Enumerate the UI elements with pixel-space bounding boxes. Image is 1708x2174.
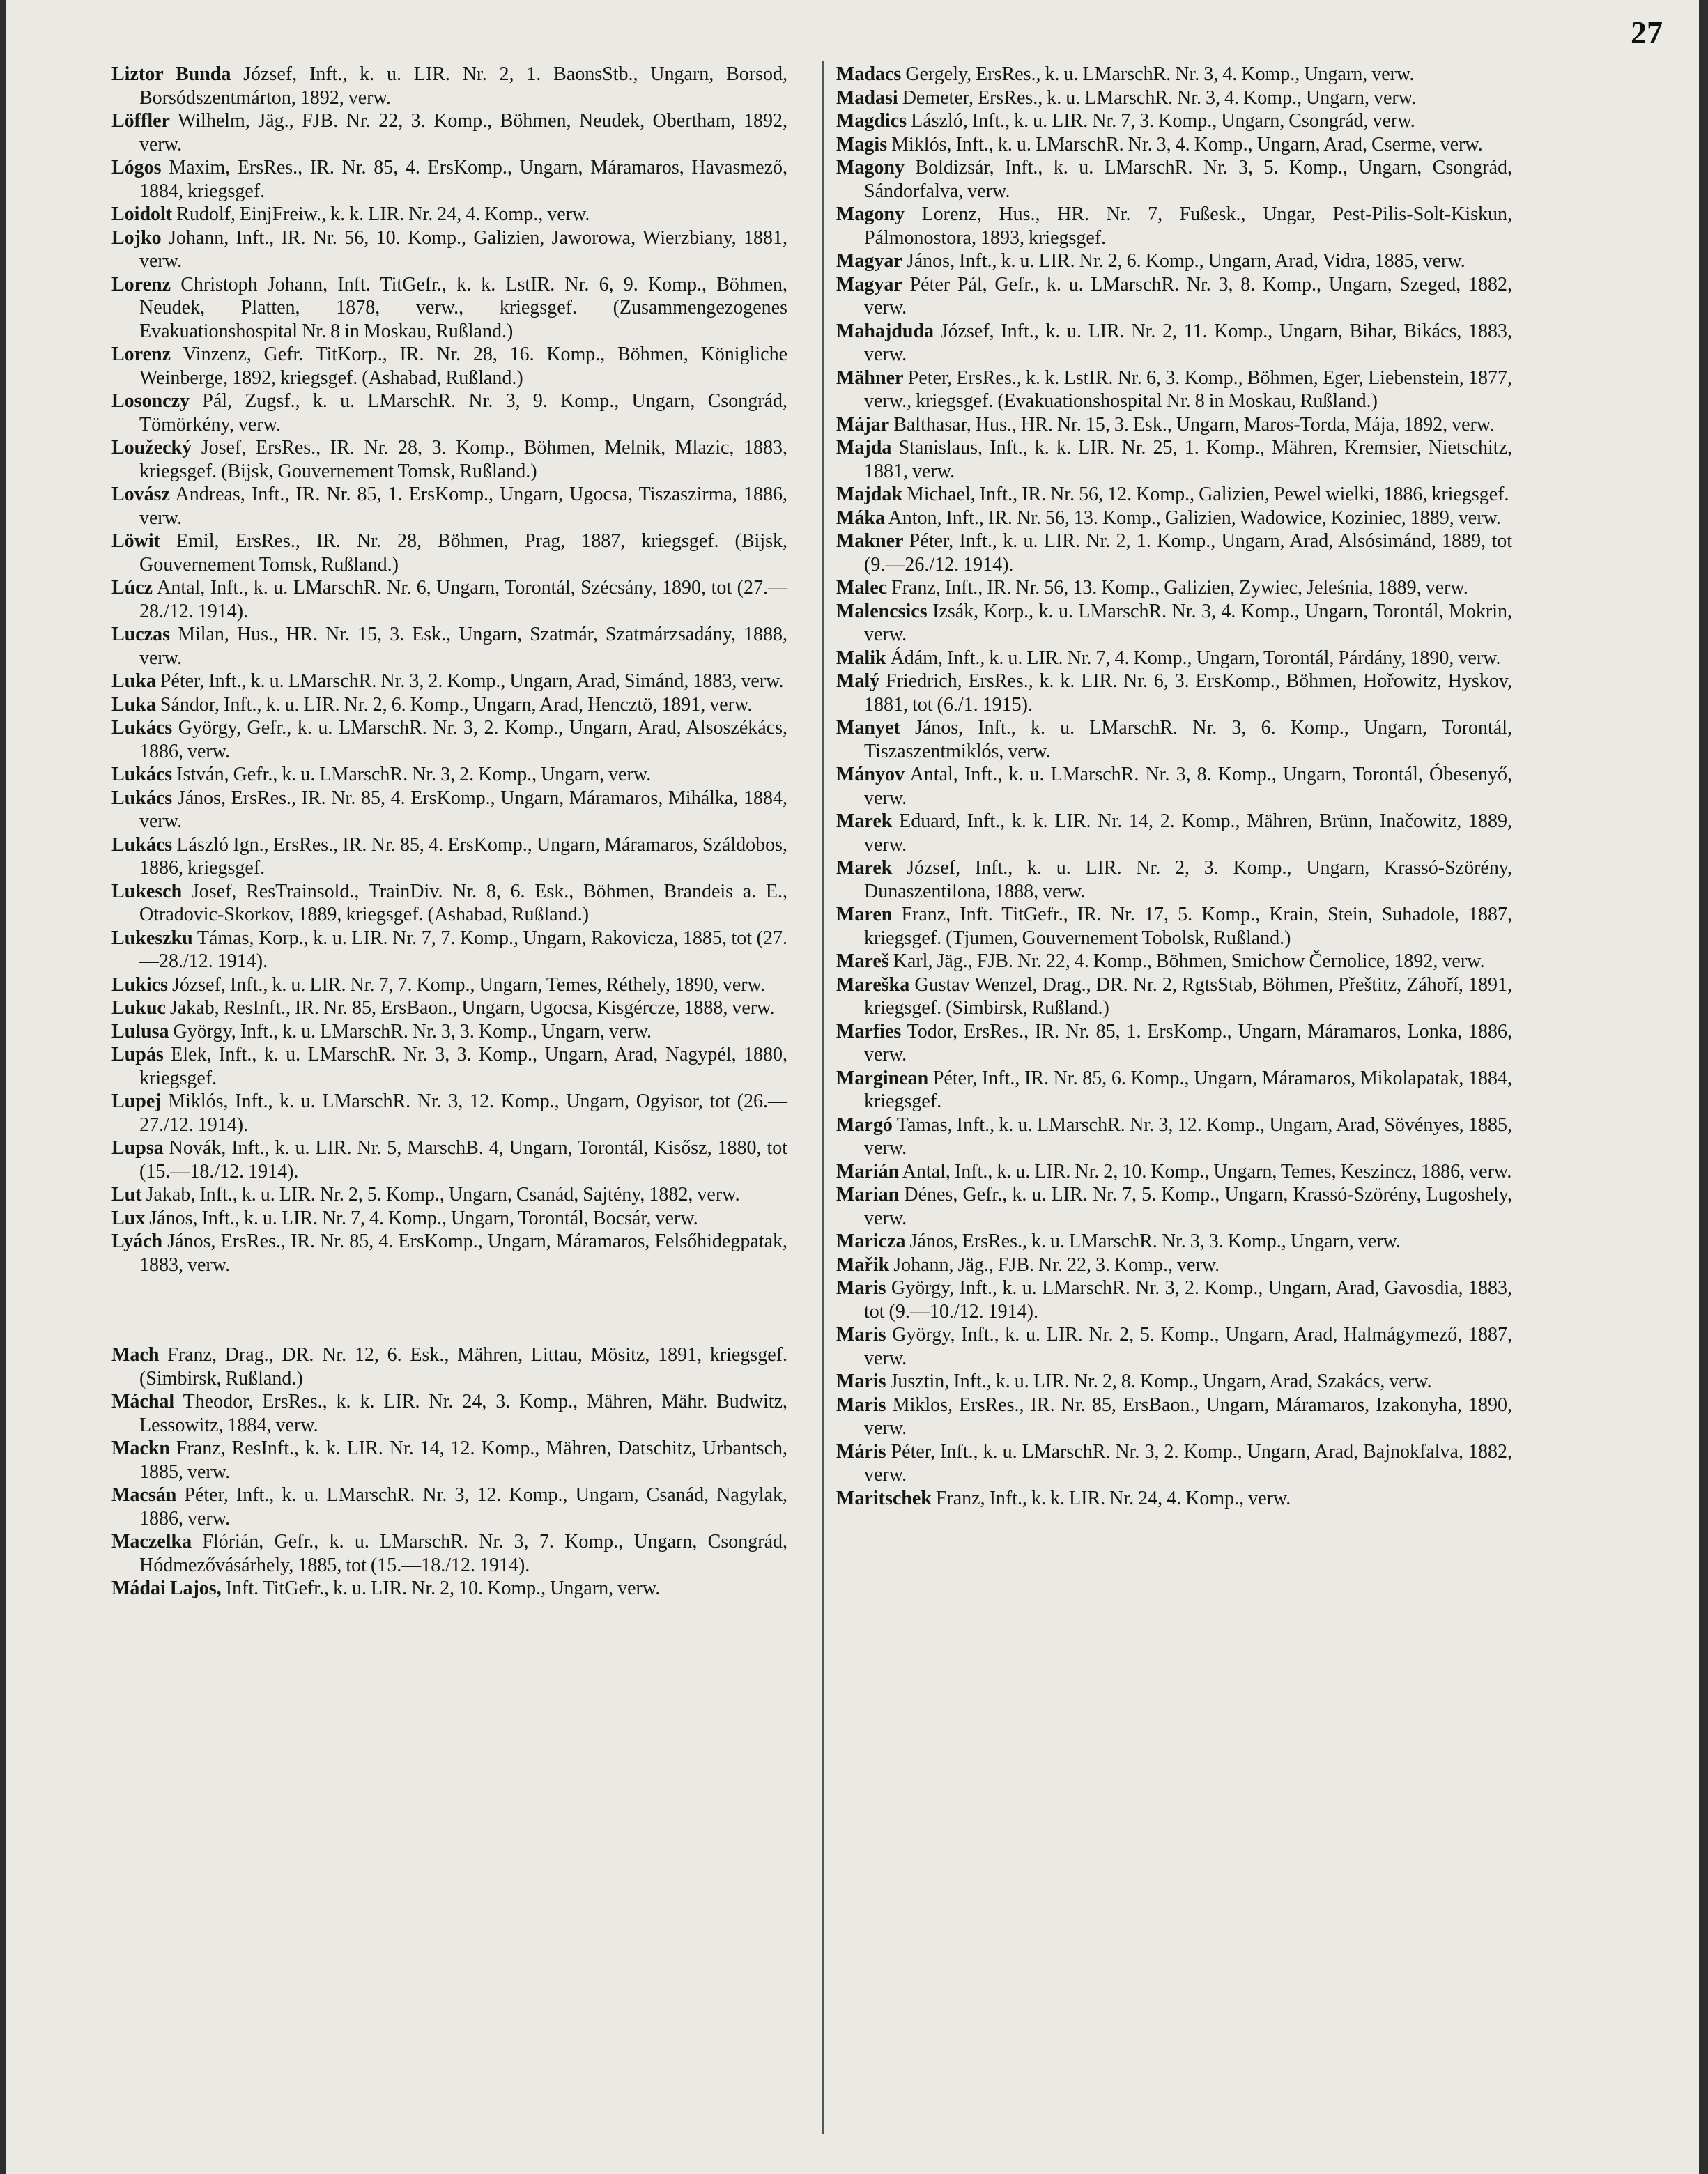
entry-details: Michael, Inft., IR. Nr. 56, 12. Komp., Galizien, Pewel wielki, 1886, kriegsgef. <box>906 484 1509 505</box>
entry-details: László, Inft., k. u. LIR. Nr. 7, 3. Komp., Ungarn, Csongrád, verw. <box>911 110 1415 132</box>
entry-details: Péter, Inft., k. u. LIR. Nr. 2, 1. Komp., Ungarn, Arad, Alsósimánd, 1889, tot (9.—26./12. 1914). <box>864 530 1513 576</box>
entry-surname: Mareš <box>836 950 889 972</box>
entry-details: Boldizsár, Inft., k. u. LMarschR. Nr. 3, 5. Komp., Ungarn, Csongrád, Sándorfalva, verw. <box>864 157 1513 202</box>
list-item <box>111 1483 787 1530</box>
list-item <box>836 1183 1512 1230</box>
entry-details: Péter, Inft., k. u. LMarschR. Nr. 3, 12. Komp., Ungarn, Csanád, Nagylak, 1886, verw. <box>139 1484 787 1529</box>
entry-details: Péter, Inft., k. u. LMarschR. Nr. 3, 2. Komp., Ungarn, Arad, Bajnokfalva, 1882, verw. <box>864 1440 1513 1486</box>
entry-surname: Marginean <box>836 1067 929 1089</box>
entry-details: Stanislaus, Inft., k. k. LIR. Nr. 25, 1. Komp., Mähren, Kremsier, Nietschitz, 1881, verw. <box>864 437 1513 482</box>
entry-surname: Lux <box>111 1207 146 1229</box>
list-item <box>836 320 1512 367</box>
list-item <box>111 1577 787 1601</box>
list-item <box>111 483 787 530</box>
entry-details: Josef, ResTrainsold., TrainDiv. Nr. 8, 6. Esk., Böhmen, Brandeis a. E., Otradovic-Skorkov, 1889, kriegsgef. (Ashabad, Rußland.) <box>139 880 787 925</box>
entry-details: Jakab, Inft., k. u. LIR. Nr. 2, 5. Komp., Ungarn, Csanád, Sajtény, 1882, verw. <box>146 1184 740 1205</box>
list-item <box>836 133 1512 157</box>
list-item <box>836 576 1512 600</box>
entry-details: Franz, Drag., DR. Nr. 12, 6. Esk., Mähren, Littau, Mösitz, 1891, kriegsgef. (Simbirsk, Rußland.) <box>139 1344 788 1389</box>
list-item <box>111 576 787 623</box>
entry-details: Andreas, Inft., IR. Nr. 85, 1. ErsKomp., Ungarn, Ugocsa, Tiszaszirma, 1886, verw. <box>139 484 787 529</box>
list-item <box>836 1067 1512 1113</box>
entry-surname: Máris <box>836 1440 886 1463</box>
list-item <box>111 1230 787 1277</box>
entry-surname: Manyet <box>836 717 900 739</box>
entry-surname: Magony <box>836 203 905 225</box>
entry-surname: Lukács <box>111 764 173 785</box>
entry-surname: Marian <box>836 1184 900 1205</box>
entry-surname: Maczelka <box>111 1531 192 1552</box>
list-item <box>836 1277 1512 1323</box>
entry-surname: Madasi <box>836 86 898 109</box>
list-item <box>836 716 1512 763</box>
entry-surname: Maris <box>836 1277 886 1299</box>
list-item <box>836 1160 1512 1184</box>
list-item <box>111 530 787 576</box>
entry-details: Josef, ErsRes., IR. Nr. 28, 3. Komp., Böhmen, Melnik, Mlazic, 1883, kriegsgef. (Bijsk, Gouvernement Tomsk, Rußland.) <box>139 437 787 482</box>
entry-details: Karl, Jäg., FJB. Nr. 22, 4. Komp., Böhmen, Smichow Černolice, 1892, verw. <box>893 950 1485 972</box>
entry-details: Elek, Inft., k. u. LMarschR. Nr. 3, 3. Komp., Ungarn, Arad, Nagypél, 1880, kriegsgef. <box>139 1044 788 1089</box>
list-item <box>836 483 1512 507</box>
list-item <box>836 1487 1512 1511</box>
entry-surname: Lorenz <box>111 344 171 365</box>
entry-surname: Mařik <box>836 1254 890 1276</box>
list-item <box>836 1440 1512 1487</box>
list-item <box>836 203 1512 249</box>
entry-surname: Marek <box>836 857 893 879</box>
entry-details: Gustav Wenzel, Drag., DR. Nr. 2, RgtsStab, Böhmen, Přeštitz, Záhoří, 1891, kriegsgef. (Simbirsk, Rußland.) <box>864 973 1512 1019</box>
entry-surname: Loidolt <box>111 203 173 225</box>
entry-surname: Máka <box>836 507 885 529</box>
entry-surname: Loužecký <box>111 437 192 458</box>
list-item <box>836 856 1512 903</box>
entry-surname: Malencsics <box>836 600 928 622</box>
list-item <box>111 833 787 880</box>
entry-surname: Lukuc <box>111 997 166 1019</box>
entry-surname: Mádai Lajos, <box>111 1578 222 1599</box>
list-item <box>836 436 1512 483</box>
list-item <box>111 273 787 344</box>
entry-details: József, Inft., k. u. LIR. Nr. 2, 1. BaonsStb., Ungarn, Borsod, Borsódszentmárton, 1892, verw. <box>139 63 787 109</box>
column-divider <box>822 61 824 2134</box>
list-item <box>836 1020 1512 1067</box>
right-column <box>836 63 1512 1510</box>
entry-details: Franz, Inft., k. k. LIR. Nr. 24, 4. Komp., verw. <box>935 1487 1291 1509</box>
list-item <box>836 600 1512 647</box>
list-item <box>111 880 787 927</box>
entry-details: Theodor, ErsRes., k. k. LIR. Nr. 24, 3. Komp., Mähren, Mähr. Budwitz, Lessowitz, 1884, verw. <box>139 1391 787 1436</box>
entry-surname: Lyách <box>111 1231 163 1252</box>
entry-details: Maxim, ErsRes., IR. Nr. 85, 4. ErsKomp., Ungarn, Máramaros, Havasmező, 1884, kriegsgef. <box>139 157 787 202</box>
list-item <box>836 1370 1512 1394</box>
entry-details: János, ErsRes., k. u. LMarschR. Nr. 3, 3. Komp., Ungarn, verw. <box>909 1231 1401 1252</box>
list-item <box>111 343 787 390</box>
list-item <box>111 1437 787 1483</box>
left-column <box>111 63 787 1601</box>
entry-surname: Lulusa <box>111 1020 169 1042</box>
list-item <box>111 1343 787 1390</box>
list-item <box>111 1090 787 1136</box>
entry-surname: Lorenz <box>111 273 171 295</box>
entry-details: Johann, Jäg., FJB. Nr. 22, 3. Komp., verw. <box>893 1254 1220 1276</box>
entry-surname: Malý <box>836 670 880 692</box>
entry-details: Eduard, Inft., k. k. LIR. Nr. 14, 2. Komp., Mähren, Brünn, Inačowitz, 1889, verw. <box>864 810 1513 856</box>
left-entries-m <box>111 1343 787 1601</box>
entry-details: Inft. TitGefr., k. u. LIR. Nr. 2, 10. Komp., Ungarn, verw. <box>225 1578 661 1599</box>
entry-details: Péter, Inft., k. u. LMarschR. Nr. 3, 2. Komp., Ungarn, Arad, Simánd, 1883, verw. <box>160 670 784 692</box>
entry-details: György, Inft., k. u. LIR. Nr. 2, 5. Komp., Ungarn, Arad, Halmágymező, 1887, verw. <box>864 1324 1513 1369</box>
entry-surname: Mackn <box>111 1437 170 1459</box>
list-item <box>111 996 787 1020</box>
list-item <box>836 1323 1512 1370</box>
list-item <box>836 156 1512 203</box>
entry-surname: Mányov <box>836 764 905 785</box>
entry-details: Friedrich, ErsRes., k. k. LIR. Nr. 6, 3. ErsKomp., Böhmen, Hořowitz, Hyskov, 1881, tot (6./1. 1915). <box>864 670 1513 716</box>
list-item <box>836 903 1512 950</box>
entry-details: Johann, Inft., IR. Nr. 56, 10. Komp., Galizien, Jaworowa, Wierzbiany, 1881, verw. <box>139 226 788 272</box>
list-item <box>111 63 787 109</box>
entry-surname: Májar <box>836 413 890 435</box>
entry-details: Miklos, ErsRes., IR. Nr. 85, ErsBaon., Ungarn, Máramaros, Izakonyha, 1890, verw. <box>864 1394 1513 1439</box>
list-item <box>111 1183 787 1207</box>
entry-surname: Máchal <box>111 1391 175 1412</box>
entry-surname: Lupás <box>111 1044 164 1065</box>
section-gap <box>111 1277 787 1343</box>
entry-surname: Majda <box>836 437 892 458</box>
list-item <box>836 950 1512 973</box>
entry-details: Demeter, ErsRes., k. u. LMarschR. Nr. 3, 4. Komp., Ungarn, verw. <box>902 86 1417 109</box>
entry-surname: Lukeszku <box>111 927 193 949</box>
entry-surname: Lukács <box>111 717 173 739</box>
entry-surname: Luka <box>111 693 156 716</box>
entry-details: Todor, ErsRes., IR. Nr. 85, 1. ErsKomp., Ungarn, Máramaros, Lonka, 1886, verw. <box>864 1020 1513 1065</box>
entry-details: Miklós, Inft., k. u. LMarschR. Nr. 3, 4. Komp., Ungarn, Arad, Cserme, verw. <box>891 133 1483 155</box>
entry-details: György, Inft., k. u. LMarschR. Nr. 3, 3. Komp., Ungarn, verw. <box>173 1020 652 1042</box>
entry-surname: Magdics <box>836 110 907 132</box>
entry-details: Novák, Inft., k. u. LIR. Nr. 5, MarschB. 4, Ungarn, Torontál, Kisősz, 1880, tot (15.—18./12. 1914). <box>139 1137 787 1182</box>
entry-details: Miklós, Inft., k. u. LMarschR. Nr. 3, 12. Komp., Ungarn, Ogyisor, tot (26.—27./12. 1914). <box>139 1090 787 1136</box>
list-item <box>111 973 787 997</box>
entry-surname: Mahajduda <box>836 320 934 342</box>
list-item <box>836 63 1512 86</box>
entry-details: Támas, Korp., k. u. LIR. Nr. 7, 7. Komp., Ungarn, Rakovicza, 1885, tot (27.—28./12. 1914). <box>139 927 787 972</box>
list-item <box>111 763 787 787</box>
entry-surname: Lúcz <box>111 577 153 599</box>
entry-details: Lorenz, Hus., HR. Nr. 7, Fußesk., Ungar, Pest-Pilis-Solt-Kiskun, Pálmonostora, 1893, kriegsgef. <box>864 203 1512 249</box>
entry-details: Peter, ErsRes., k. k. LstIR. Nr. 6, 3. Komp., Böhmen, Eger, Liebenstein, 1877, verw., kriegsgef. (Evakuationshospital Nr. 8 in Moskau, Rußland.) <box>864 367 1512 412</box>
entry-surname: Luczas <box>111 624 170 645</box>
list-item <box>836 367 1512 413</box>
entry-surname: Maris <box>836 1394 886 1416</box>
entry-details: Emil, ErsRes., IR. Nr. 28, Böhmen, Prag, 1887, kriegsgef. (Bijsk, Gouvernement Tomsk, Rußland.) <box>139 530 788 576</box>
entry-surname: Lukics <box>111 973 168 996</box>
list-item <box>836 1254 1512 1277</box>
entry-surname: Makner <box>836 530 904 552</box>
entry-surname: Mach <box>111 1344 160 1366</box>
entry-details: Gergely, ErsRes., k. u. LMarschR. Nr. 3, 4. Komp., Ungarn, verw. <box>905 63 1415 85</box>
entry-details: László Ign., ErsRes., IR. Nr. 85, 4. ErsKomp., Ungarn, Máramaros, Száldobos, 1886, kriegsgef. <box>139 833 788 879</box>
entry-details: Vinzenz, Gefr. TitKorp., IR. Nr. 28, 16. Komp., Böhmen, Königliche Weinberge, 1892, kriegsgef. (Ashabad, Rußland.) <box>139 344 788 389</box>
entry-surname: Macsán <box>111 1484 177 1506</box>
entry-surname: Maris <box>836 1324 886 1346</box>
list-item <box>836 413 1512 437</box>
entry-details: Anton, Inft., IR. Nr. 56, 13. Komp., Galizien, Wadowice, Koziniec, 1889, verw. <box>888 507 1501 529</box>
entry-surname: Margó <box>836 1113 893 1136</box>
entry-details: Péter, Inft., IR. Nr. 85, 6. Komp., Ungarn, Máramaros, Mikolapatak, 1884, kriegsgef. <box>864 1067 1512 1112</box>
document-page <box>6 0 1699 2174</box>
entry-details: György, Gefr., k. u. LMarschR. Nr. 3, 2. Komp., Ungarn, Arad, Alsoszékács, 1886, verw. <box>139 717 788 762</box>
entry-surname: Marián <box>836 1160 900 1182</box>
entry-surname: Losonczy <box>111 390 190 412</box>
entry-details: Ádám, Inft., k. u. LIR. Nr. 7, 4. Komp., Ungarn, Torontál, Párdány, 1890, verw. <box>890 647 1501 669</box>
entry-surname: Mareška <box>836 973 910 996</box>
entry-details: Franz, ResInft., k. k. LIR. Nr. 14, 12. Komp., Mähren, Datschitz, Urbantsch, 1885, verw. <box>139 1437 787 1483</box>
entry-details: Milan, Hus., HR. Nr. 15, 3. Esk., Ungarn, Szatmár, Szatmárzsadány, 1888, verw. <box>139 624 788 669</box>
entry-surname: Lógos <box>111 157 162 178</box>
entry-details: Wilhelm, Jäg., FJB. Nr. 22, 3. Komp., Böhmen, Neudek, Obertham, 1892, verw. <box>139 110 787 155</box>
entry-surname: Maritschek <box>836 1487 932 1509</box>
entry-details: József, Inft., k. u. LIR. Nr. 2, 3. Komp., Ungarn, Krassó-Szörény, Dunaszentilona, 1888, verw. <box>864 857 1513 902</box>
entry-surname: Majdak <box>836 484 902 505</box>
entry-details: János, ErsRes., IR. Nr. 85, 4. ErsKomp., Ungarn, Máramaros, Mihálka, 1884, verw. <box>139 787 788 832</box>
entry-surname: Mähner <box>836 367 904 389</box>
entry-details: Franz, Inft., IR. Nr. 56, 13. Komp., Galizien, Zywiec, Jeleśnia, 1889, verw. <box>891 577 1468 599</box>
list-item <box>111 436 787 483</box>
list-item <box>111 693 787 717</box>
list-item <box>836 670 1512 716</box>
entry-surname: Löwit <box>111 530 160 552</box>
right-entries <box>836 63 1512 1510</box>
entry-details: Antal, Inft., k. u. LMarschR. Nr. 3, 8. Komp., Ungarn, Torontál, Óbesenyő, verw. <box>864 764 1512 809</box>
entry-details: Sándor, Inft., k. u. LIR. Nr. 2, 6. Komp., Ungarn, Arad, Hencztö, 1891, verw. <box>160 693 753 716</box>
entry-details: István, Gefr., k. u. LMarschR. Nr. 3, 2. Komp., Ungarn, verw. <box>176 764 652 785</box>
list-item <box>836 109 1512 133</box>
left-entries-l <box>111 63 787 1277</box>
list-item <box>836 249 1512 273</box>
entry-details: József, Inft., k. u. LIR. Nr. 7, 7. Komp., Ungarn, Temes, Réthely, 1890, verw. <box>171 973 766 996</box>
list-item <box>111 716 787 763</box>
entry-surname: Lukesch <box>111 880 183 902</box>
entry-surname: Lukács <box>111 787 173 809</box>
entry-details: Izsák, Korp., k. u. LMarschR. Nr. 3, 4. Komp., Ungarn, Torontál, Mokrin, verw. <box>864 600 1512 645</box>
entry-surname: Lut <box>111 1184 142 1205</box>
list-item <box>111 1043 787 1090</box>
list-item <box>111 109 787 156</box>
entry-surname: Magony <box>836 157 905 178</box>
list-item <box>836 1113 1512 1160</box>
entry-details: Tamas, Inft., k. u. LMarschR. Nr. 3, 12. Komp., Ungarn, Arad, Sövényes, 1885, verw. <box>864 1113 1512 1159</box>
entry-surname: Marek <box>836 810 893 832</box>
entry-surname: Magis <box>836 133 888 155</box>
entry-surname: Lojko <box>111 226 162 249</box>
entry-surname: Maren <box>836 904 893 925</box>
entry-details: Antal, Inft., k. u. LIR. Nr. 2, 10. Komp., Ungarn, Temes, Keszincz, 1886, verw. <box>902 1160 1512 1182</box>
entry-surname: Löffler <box>111 110 170 132</box>
entry-details: Péter Pál, Gefr., k. u. LMarschR. Nr. 3, 8. Komp., Ungarn, Szeged, 1882, verw. <box>864 273 1512 318</box>
list-item <box>836 1230 1512 1254</box>
entry-details: Rudolf, EinjFreiw., k. k. LIR. Nr. 24, 4. Komp., verw. <box>176 203 590 225</box>
entry-surname: Maricza <box>836 1231 906 1252</box>
entry-details: Jakab, ResInft., IR. Nr. 85, ErsBaon., Ungarn, Ugocsa, Kisgércze, 1888, verw. <box>169 997 775 1019</box>
list-item <box>836 1394 1512 1440</box>
list-item <box>111 670 787 693</box>
list-item <box>111 390 787 436</box>
entry-details: Flórián, Gefr., k. u. LMarschR. Nr. 3, 7. Komp., Ungarn, Csongrád, Hódmezővásárhely, 1885, tot (15.—18./12. 1914). <box>139 1531 787 1576</box>
list-item <box>836 507 1512 530</box>
entry-details: János, Inft., k. u. LIR. Nr. 7, 4. Komp., Ungarn, Torontál, Bocsár, verw. <box>149 1207 698 1229</box>
entry-details: György, Inft., k. u. LMarschR. Nr. 3, 2. Komp., Ungarn, Arad, Gavosdia, 1883, tot (9.—10./12. 1914). <box>864 1277 1513 1323</box>
entry-surname: Marfies <box>836 1020 902 1042</box>
entry-details: Franz, Inft. TitGefr., IR. Nr. 17, 5. Komp., Krain, Stein, Suhadole, 1887, kriegsgef. (Tjumen, Gouvernement Tobolsk, Rußland.) <box>864 904 1513 949</box>
list-item <box>111 927 787 973</box>
entry-surname: Malec <box>836 577 888 599</box>
entry-details: Dénes, Gefr., k. u. LIR. Nr. 7, 5. Komp., Ungarn, Krassó-Szörény, Lugoshely, verw. <box>864 1184 1513 1229</box>
list-item <box>111 1530 787 1577</box>
list-item <box>836 810 1512 856</box>
entry-details: Jusztin, Inft., k. u. LIR. Nr. 2, 8. Komp., Ungarn, Arad, Szakács, verw. <box>890 1371 1432 1392</box>
entry-surname: Lovász <box>111 484 170 505</box>
list-item <box>111 203 787 226</box>
list-item <box>836 647 1512 670</box>
entry-details: Antal, Inft., k. u. LMarschR. Nr. 6, Ungarn, Torontál, Szécsány, 1890, tot (27.—28./12. 1914). <box>139 577 787 622</box>
entry-surname: Malik <box>836 647 886 669</box>
entry-details: Christoph Johann, Inft. TitGefr., k. k. LstIR. Nr. 6, 9. Komp., Böhmen, Neudek, Platten, 1878, verw., kriegsgef. (Zusammengezogenes Evakuationshospital Nr. 8 in Moskau, Rußland.) <box>139 273 788 342</box>
entry-details: János, ErsRes., IR. Nr. 85, 4. ErsKomp., Ungarn, Máramaros, Felsőhidegpatak, 1883, verw. <box>139 1231 787 1276</box>
list-item <box>836 973 1512 1020</box>
entry-surname: Magyar <box>836 273 902 295</box>
entry-surname: Lukács <box>111 833 173 856</box>
list-item <box>111 1207 787 1231</box>
list-item <box>111 1020 787 1044</box>
list-item <box>111 156 787 203</box>
entry-surname: Liztor Bunda <box>111 63 231 85</box>
list-item <box>836 86 1512 110</box>
list-item <box>111 1390 787 1437</box>
entry-surname: Lupsa <box>111 1137 164 1159</box>
entry-surname: Magyar <box>836 250 902 272</box>
entry-surname: Lupej <box>111 1090 162 1112</box>
entry-details: János, Inft., k. u. LIR. Nr. 2, 6. Komp., Ungarn, Arad, Vidra, 1885, verw. <box>906 250 1465 272</box>
list-item <box>836 530 1512 576</box>
entry-details: János, Inft., k. u. LMarschR. Nr. 3, 6. Komp., Ungarn, Torontál, Tiszaszentmiklós, verw. <box>864 717 1513 762</box>
entry-details: József, Inft., k. u. LIR. Nr. 2, 11. Komp., Ungarn, Bihar, Bikács, 1883, verw. <box>864 320 1513 365</box>
list-item <box>836 273 1512 320</box>
page-number: 27 <box>1631 15 1663 50</box>
list-item <box>111 623 787 670</box>
entry-details: Balthasar, Hus., HR. Nr. 15, 3. Esk., Ungarn, Maros-Torda, Mája, 1892, verw. <box>893 413 1495 435</box>
list-item <box>836 763 1512 810</box>
list-item <box>111 787 787 833</box>
entry-surname: Madacs <box>836 63 902 85</box>
entry-surname: Maris <box>836 1371 886 1392</box>
entry-surname: Luka <box>111 670 156 692</box>
list-item <box>111 226 787 273</box>
list-item <box>111 1136 787 1183</box>
entry-details: Pál, Zugsf., k. u. LMarschR. Nr. 3, 9. Komp., Ungarn, Csongrád, Tömörkény, verw. <box>139 390 788 435</box>
